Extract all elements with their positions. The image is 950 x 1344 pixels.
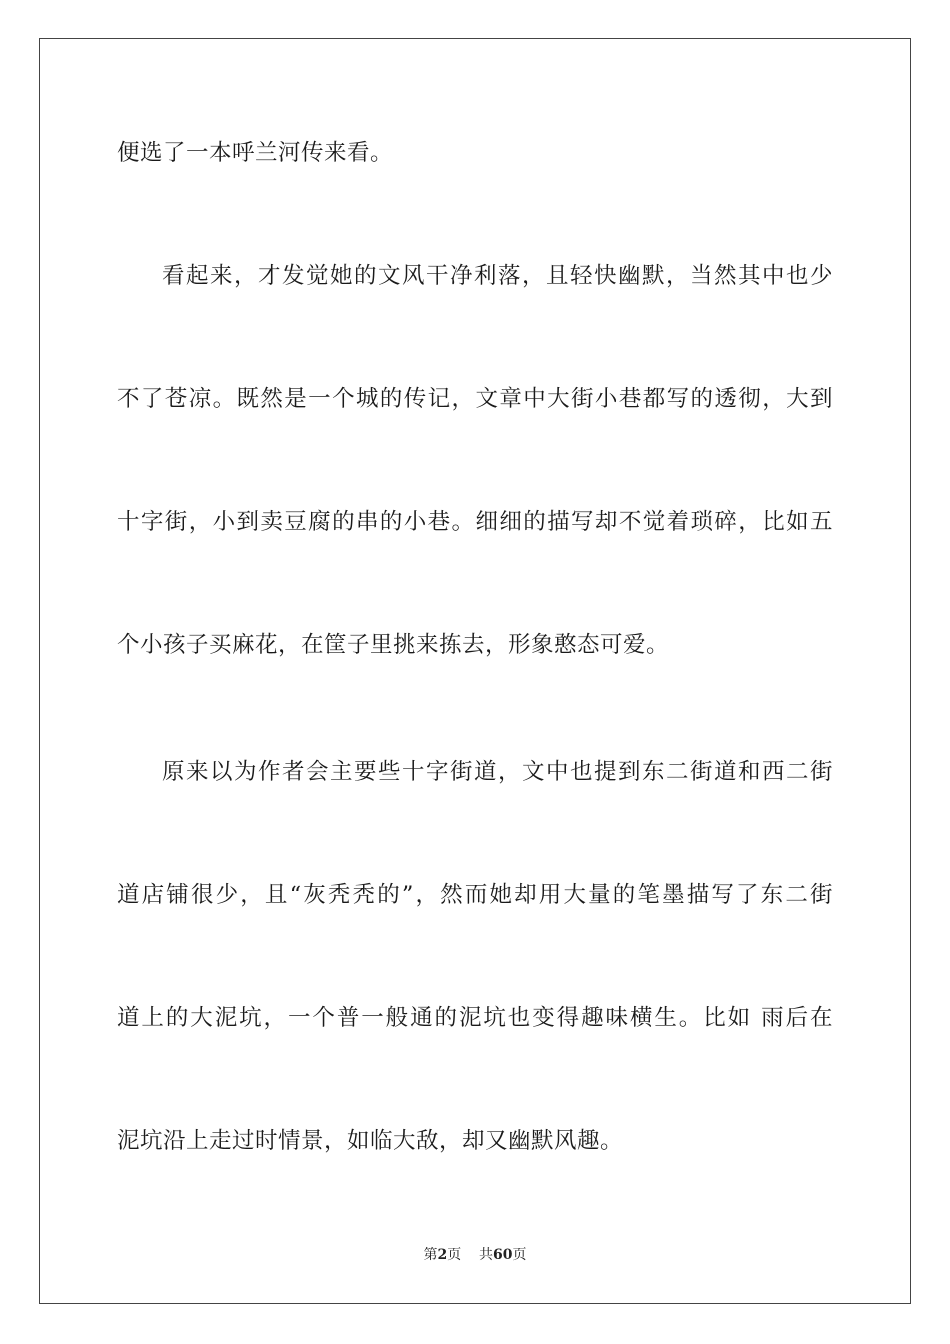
page-footer [0,1246,950,1264]
footer-total-suffix: 页 [512,1247,527,1263]
text-line-5: 个小孩子买麻花，在筐子里挑来拣去，形象憨态可爱。 [117,632,670,658]
footer-page-prefix: 第 [423,1247,438,1263]
text-line-8: 道上的大泥坑，一个普一般通的泥坑也变得趣味横生。比如 雨后在 [117,1005,833,1031]
footer-page-suffix: 页 [447,1247,462,1263]
footer-total-prefix: 共 [479,1247,494,1263]
footer-total-pages: 60 [493,1247,513,1263]
footer-page-number: 2 [437,1247,448,1263]
text-line-9: 泥坑沿上走过时情景，如临大敌，却又幽默风趣。 [117,1128,624,1154]
text-line-6: 原来以为作者会主要些十字街道，文中也提到东二街道和西二街 [162,759,833,785]
page-border [39,38,911,1304]
text-line-3: 不了苍凉。既然是一个城的传记，文章中大街小巷都写的透彻，大到 [117,386,833,412]
text-line-1: 便选了一本呼兰河传来看。 [117,140,394,166]
text-line-7: 道店铺很少，且“灰秃秃的”，然而她却用大量的笔墨描写了东二街 [117,882,833,908]
text-line-2: 看起来，才发觉她的文风干净利落，且轻快幽默，当然其中也少 [162,263,833,289]
text-line-4: 十字街，小到卖豆腐的串的小巷。细细的描写却不觉着琐碎，比如五 [117,509,833,535]
